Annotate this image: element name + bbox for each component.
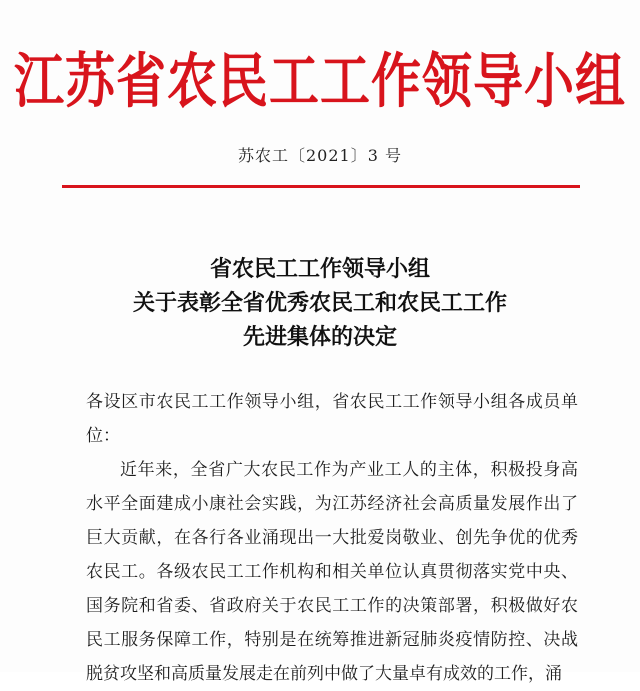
body-paragraph-1: 近年来，全省广大农民工作为产业工人的主体，积极投身高水平全面建成小康社会实践，为江苏经济社会高质量发展作出了巨大贡献，在各行各业涌现出一大批爱岗敬业、创先争优的优秀农民工。各级农民工工作机构和相关单位认真贯彻落实党中央、国务院和省委、省政府关于农民工工作的决策部署，积极做好农民工服务保障工作，特别是在统筹推进新冠肺炎疫情防控、决战脱贫攻坚和高质量发展走在前列中做了大量卓有成效的工作，涌 [86, 460, 578, 684]
title-line-1: 省农民工工作领导小组 [209, 256, 430, 282]
title-line-3: 先进集体的决定 [242, 324, 397, 350]
salutation: 各设区市农民工工作领导小组，省农民工工作领导小组各成员单位： [86, 392, 578, 446]
masthead-organization: 江苏省农民工工作领导小组 [14, 45, 626, 116]
title-line-2: 关于表彰全省优秀农民工和农民工工作 [132, 290, 507, 316]
document-number: 苏农工〔2021〕3 号 [238, 146, 402, 165]
document-body [86, 385, 578, 691]
red-divider-line [62, 185, 580, 188]
document-title [0, 252, 640, 354]
